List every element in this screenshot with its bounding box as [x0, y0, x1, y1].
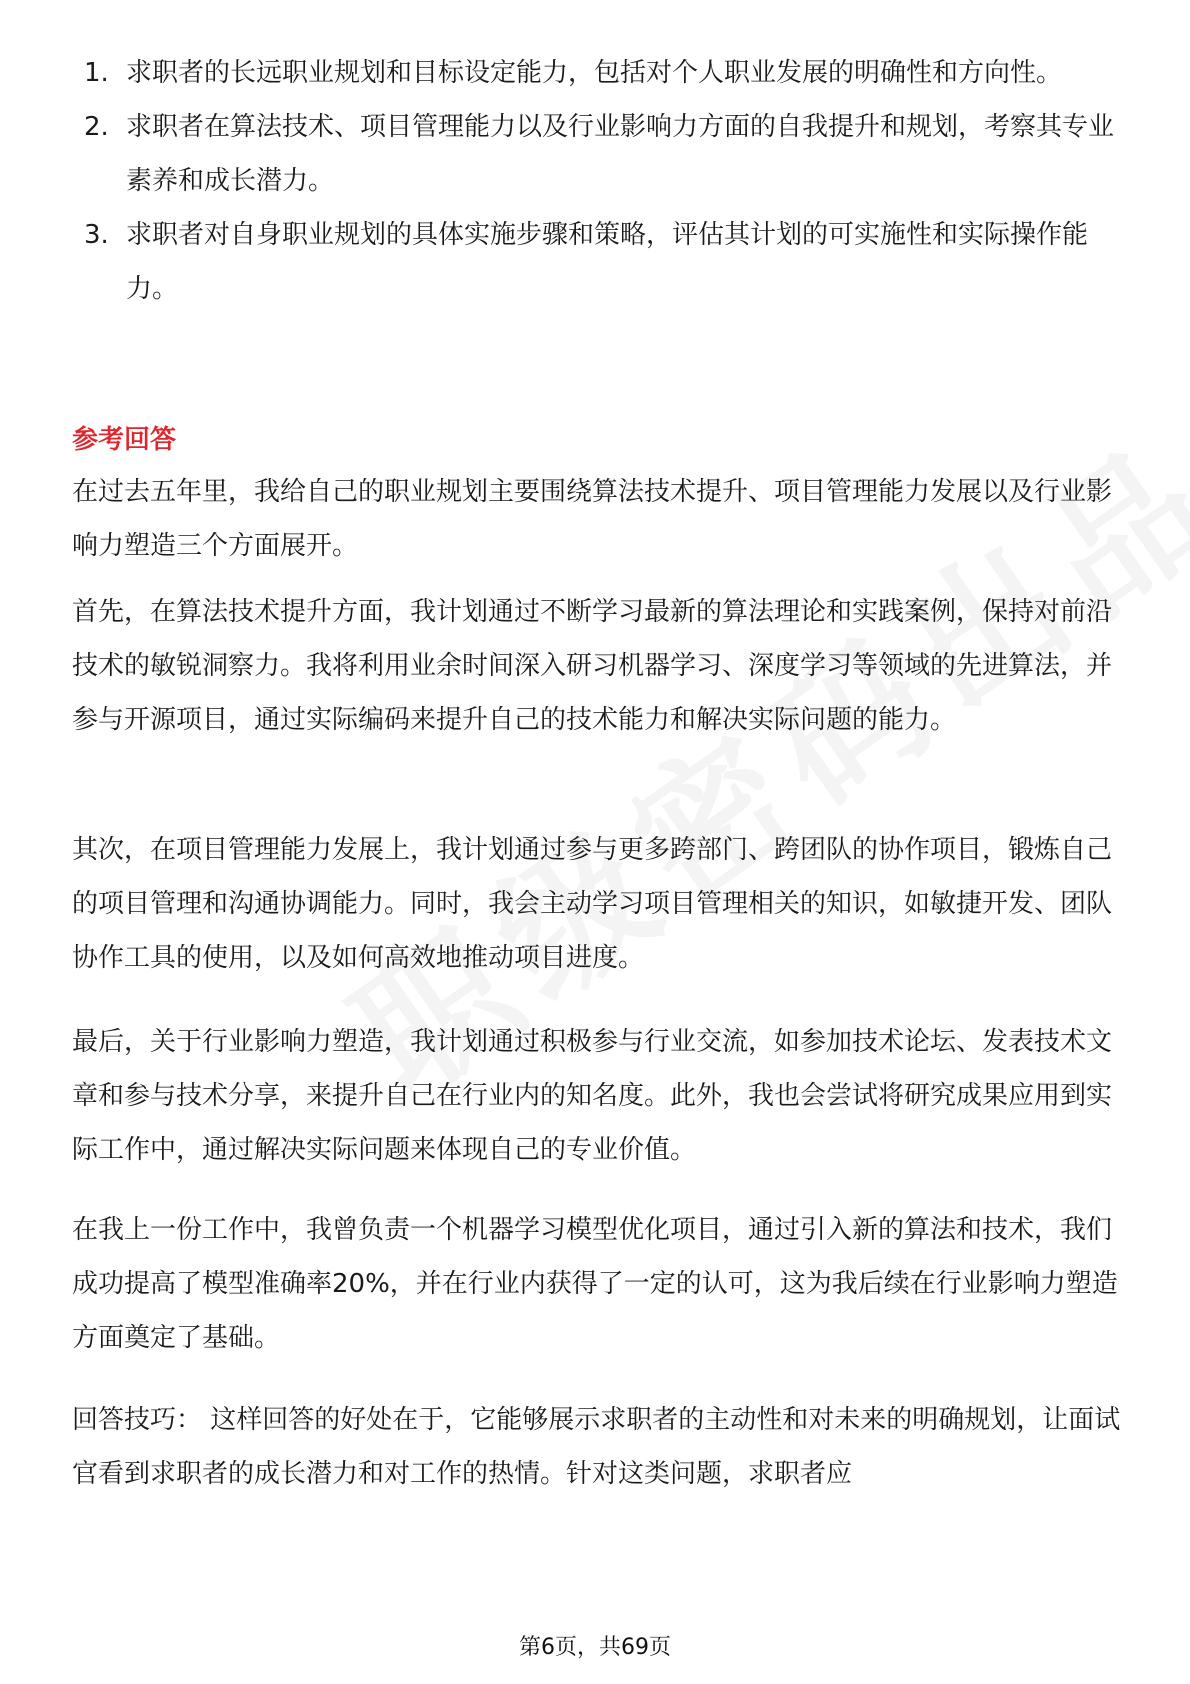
page-footer: 第6页，共69页	[519, 1635, 671, 1660]
paragraph-intro: 在过去五年里，我给自己的职业规划主要围绕算法技术提升、项目管理能力发展以及行业影响力塑造三个方面展开。	[72, 477, 1113, 561]
list-item	[72, 100, 1122, 208]
list-text: 求职者对自身职业规划的具体实施步骤和策略，评估其计划的可实施性和实际操作能力。	[126, 220, 1089, 304]
list-item	[72, 208, 1122, 316]
list-text: 求职者在算法技术、项目管理能力以及行业影响力方面的自我提升和规划，考察其专业素养和成长潜力。	[126, 112, 1115, 196]
paragraph-algorithm: 首先，在算法技术提升方面，我计划通过不断学习最新的算法理论和实践案例，保持对前沿技术的敏锐洞察力。我将利用业余时间深入研习机器学习、深度学习等领域的先进算法，并参与开源项目，通过实际编码来提升自己的技术能力和解决实际问题的能力。	[72, 597, 1113, 735]
paragraph-industry-influence: 最后，关于行业影响力塑造，我计划通过积极参与行业交流，如参加技术论坛、发表技术文章和参与技术分享，来提升自己在行业内的知名度。此外，我也会尝试将研究成果应用到实际工作中，通过解决实际问题来体现自己的专业价值。	[72, 1027, 1113, 1165]
answer-heading: 参考回答	[72, 425, 177, 455]
list-number: 3.	[84, 220, 109, 250]
list-item	[72, 46, 1122, 100]
list-number: 2.	[84, 112, 109, 142]
list-number: 1.	[84, 58, 109, 88]
paragraph-experience: 在我上一份工作中，我曾负责一个机器学习模型优化项目，通过引入新的算法和技术，我们成功提高了模型准确率20%，并在行业内获得了一定的认可，这为我后续在行业影响力塑造方面奠定了基础。	[72, 1215, 1118, 1353]
paragraph-project-management: 其次，在项目管理能力发展上，我计划通过参与更多跨部门、跨团队的协作项目，锻炼自己的项目管理和沟通协调能力。同时，我会主动学习项目管理相关的知识，如敏捷开发、团队协作工具的使用，以及如何高效地推动项目进度。	[72, 835, 1113, 973]
paragraph-answer-tips: 回答技巧： 这样回答的好处在于，它能够展示求职者的主动性和对未来的明确规划，让面试官看到求职者的成长潜力和对工作的热情。针对这类问题，求职者应	[72, 1405, 1121, 1489]
list-text: 求职者的长远职业规划和目标设定能力，包括对个人职业发展的明确性和方向性。	[126, 58, 1063, 88]
criteria-list	[72, 46, 1122, 316]
